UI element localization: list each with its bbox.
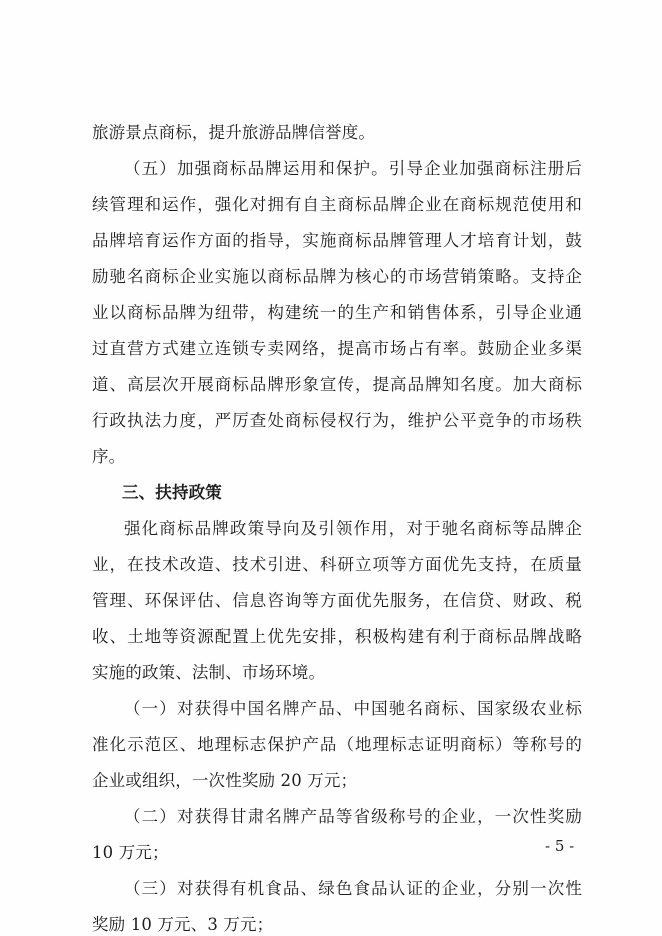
text-line: 续管理和运作，强化对拥有自主商标品牌企业在商标规范使用和 [92,195,582,214]
text-line: （一）对获得中国名牌产品、中国驰名商标、国家级农业标 [124,699,582,718]
text-line: 行政执法力度，严厉查处商标侵权行为，维护公平竞争的市场秩 [92,411,582,430]
text-line: （五）加强商标品牌运用和保护。引导企业加强商标注册后 [124,159,582,178]
text-line: 过直营方式建立连锁专卖网络，提高市场占有率。鼓励企业多渠 [92,339,582,358]
text-line: 序。 [92,447,126,466]
text-line: 业以商标品牌为纽带，构建统一的生产和销售体系，引导企业通 [92,303,582,322]
page-number: - 5 - [545,837,575,855]
text-line: 强化商标品牌政策导向及引领作用，对于驰名商标等品牌企 [124,519,582,538]
text-line: 实施的政策、法制、市场环境。 [92,663,326,682]
section-heading: 三、扶持政策 [122,483,222,502]
text-line: 准化示范区、地理标志保护产品（地理标志证明商标）等称号的 [92,735,582,754]
text-line: （二）对获得甘肃名牌产品等省级称号的企业，一次性奖励 [124,807,582,826]
text-line: 奖励 10 万元、3 万元； [92,915,274,934]
text-line: 管理、环保评估、信息咨询等方面优先服务，在信贷、财政、税 [92,591,582,610]
text-line: 业，在技术改造、技术引进、科研立项等方面优先支持，在质量 [92,555,582,574]
text-line: 10 万元； [92,843,169,862]
text-line: 企业或组织，一次性奖励 20 万元； [92,771,358,790]
text-line: 收、土地等资源配置上优先安排，积极构建有利于商标品牌战略 [92,627,582,646]
text-line: 旅游景点商标，提升旅游品牌信誉度。 [92,123,376,142]
text-line: （三）对获得有机食品、绿色食品认证的企业，分别一次性 [124,879,582,898]
text-line: 励驰名商标企业实施以商标品牌为核心的市场营销策略。支持企 [92,267,582,286]
text-line: 道、高层次开展商标品牌形象宣传，提高品牌知名度。加大商标 [92,375,582,394]
text-line: 品牌培育运作方面的指导，实施商标品牌管理人才培育计划，鼓 [92,231,582,250]
